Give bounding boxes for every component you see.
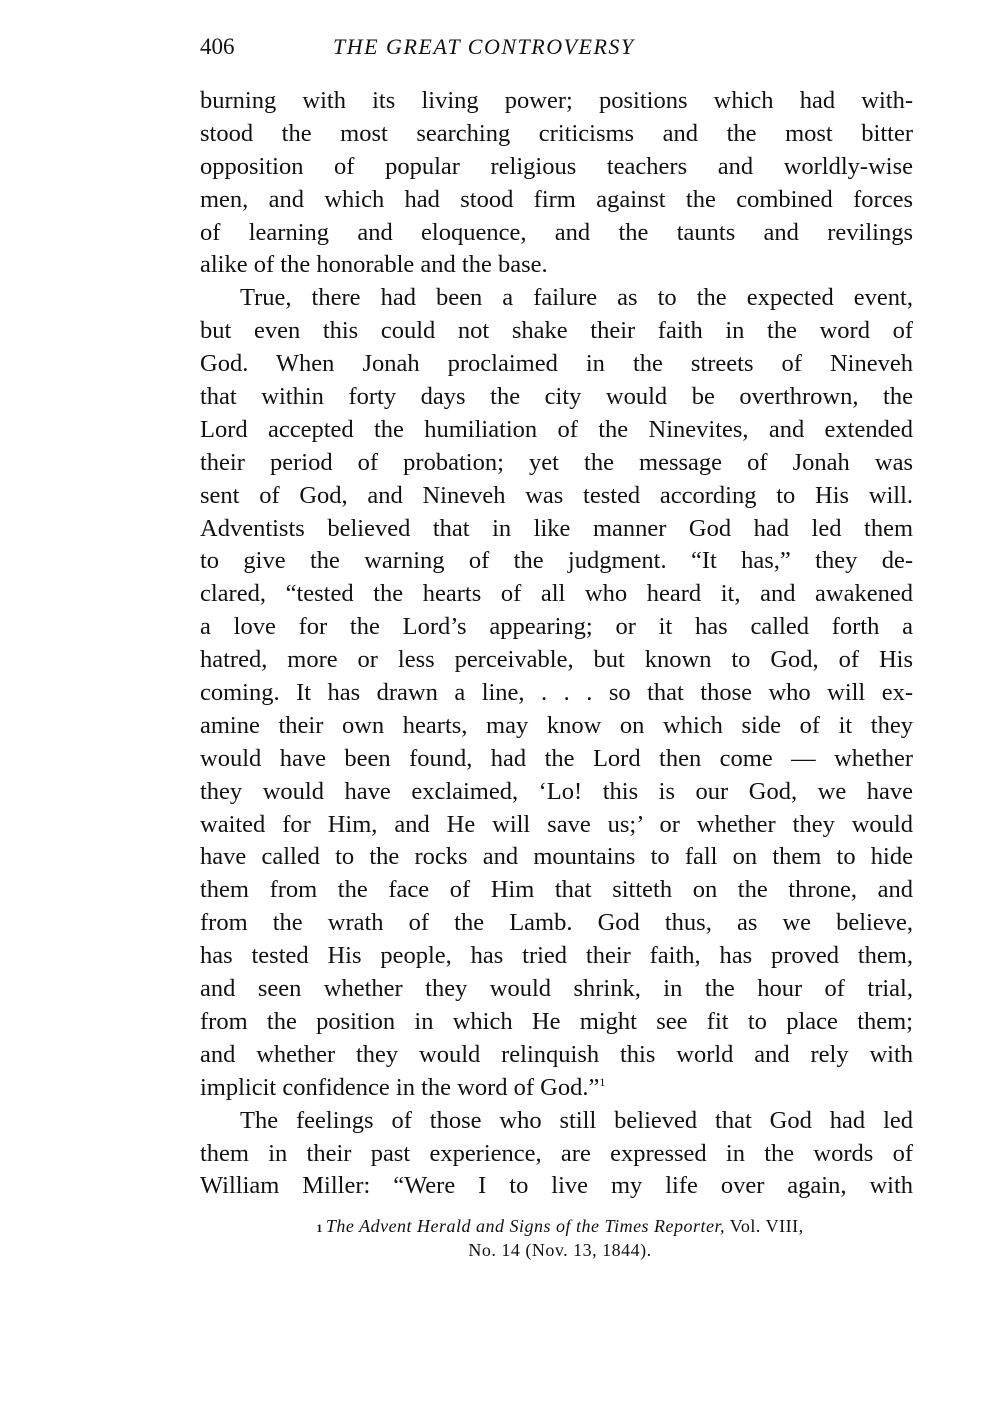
text-line: men, and which had stood firm against the combined forces xyxy=(200,185,913,213)
text-line: clared, “tested the hearts of all who heard it, and awakened xyxy=(200,580,913,608)
text-line: that within forty days the city would be overthrown, the xyxy=(200,383,913,411)
text-line: but even this could not shake their faith in the word of xyxy=(200,317,913,345)
text-line: God. When Jonah proclaimed in the streets of Nineveh xyxy=(200,350,913,378)
page-number: 406 xyxy=(200,34,235,59)
text-line: opposition of popular religious teachers and worldly-wise xyxy=(200,152,913,180)
paragraph-start-line: The feelings of those who still believed that God had led xyxy=(240,1106,913,1134)
text-line: have called to the rocks and mountains to fall on them to hide xyxy=(200,843,913,871)
text-line: would have been found, had the Lord then come — whether xyxy=(200,744,913,772)
text-line: William Miller: “Were I to live my life over again, with xyxy=(200,1172,913,1200)
text-line: a love for the Lord’s appearing; or it has called forth a xyxy=(200,613,913,641)
footnote-line: No. 14 (Nov. 13, 1844). xyxy=(468,1240,652,1260)
footnote-reference[interactable]: 1 xyxy=(599,1074,606,1089)
text-line: of learning and eloquence, and the taunts and revilings xyxy=(200,218,913,246)
text-line: burning with its living power; positions which had with- xyxy=(200,87,913,114)
text-line: them from the face of Him that sitteth on the throne, and xyxy=(200,876,913,904)
text-line: them in their past experience, are expressed in the words of xyxy=(200,1139,913,1167)
text-line: from the position in which He might see fit to place them; xyxy=(200,1007,913,1035)
body-text xyxy=(200,85,913,1203)
text-line: alike of the honorable and the base. xyxy=(200,251,548,279)
footnote xyxy=(200,1214,920,1262)
footnote-source-title: The Advent Herald and Signs of the Times Reporter, xyxy=(325,1216,726,1236)
text-line: waited for Him, and He will save us;’ or whether they would xyxy=(200,810,913,838)
text-line: sent of God, and Nineveh was tested according to His will. xyxy=(200,481,913,509)
running-title: THE GREAT CONTROVERSY xyxy=(333,34,635,59)
text-line: implicit confidence in the word of God.”$^1$ xyxy=(200,1073,606,1101)
footnote-volume: Vol. VIII, xyxy=(725,1216,804,1236)
text-line: and seen whether they would shrink, in the hour of trial, xyxy=(200,975,913,1003)
text-line: and whether they would relinquish this world and rely with xyxy=(200,1040,913,1068)
text-line: amine their own hearts, may know on which side of it they xyxy=(200,711,913,739)
text-line: coming. It has drawn a line, . . . so that those who will ex- xyxy=(200,679,913,707)
text-line: they would have exclaimed, ‘Lo! this is our God, we have xyxy=(200,777,913,805)
footnote-line xyxy=(200,1214,920,1238)
paragraph-start-line: True, there had been a failure as to the expected event, xyxy=(240,284,913,312)
text-line: from the wrath of the Lamb. God thus, as we believe, xyxy=(200,909,913,937)
text-line: stood the most searching criticisms and the most bitter xyxy=(200,119,913,147)
text-line: hatred, more or less perceivable, but known to God, of His xyxy=(200,646,913,674)
text-line: has tested His people, has tried their faith, has proved them, xyxy=(200,942,913,970)
text-line: their period of probation; yet the message of Jonah was xyxy=(200,448,913,476)
text-line: Lord accepted the humiliation of the Ninevites, and extended xyxy=(200,415,913,443)
text-line: Adventists believed that in like manner God had led them xyxy=(200,514,913,542)
page-header xyxy=(200,34,920,68)
footnote-marker: 1 xyxy=(316,1221,323,1235)
text-line: to give the warning of the judgment. “It has,” they de- xyxy=(200,547,913,575)
